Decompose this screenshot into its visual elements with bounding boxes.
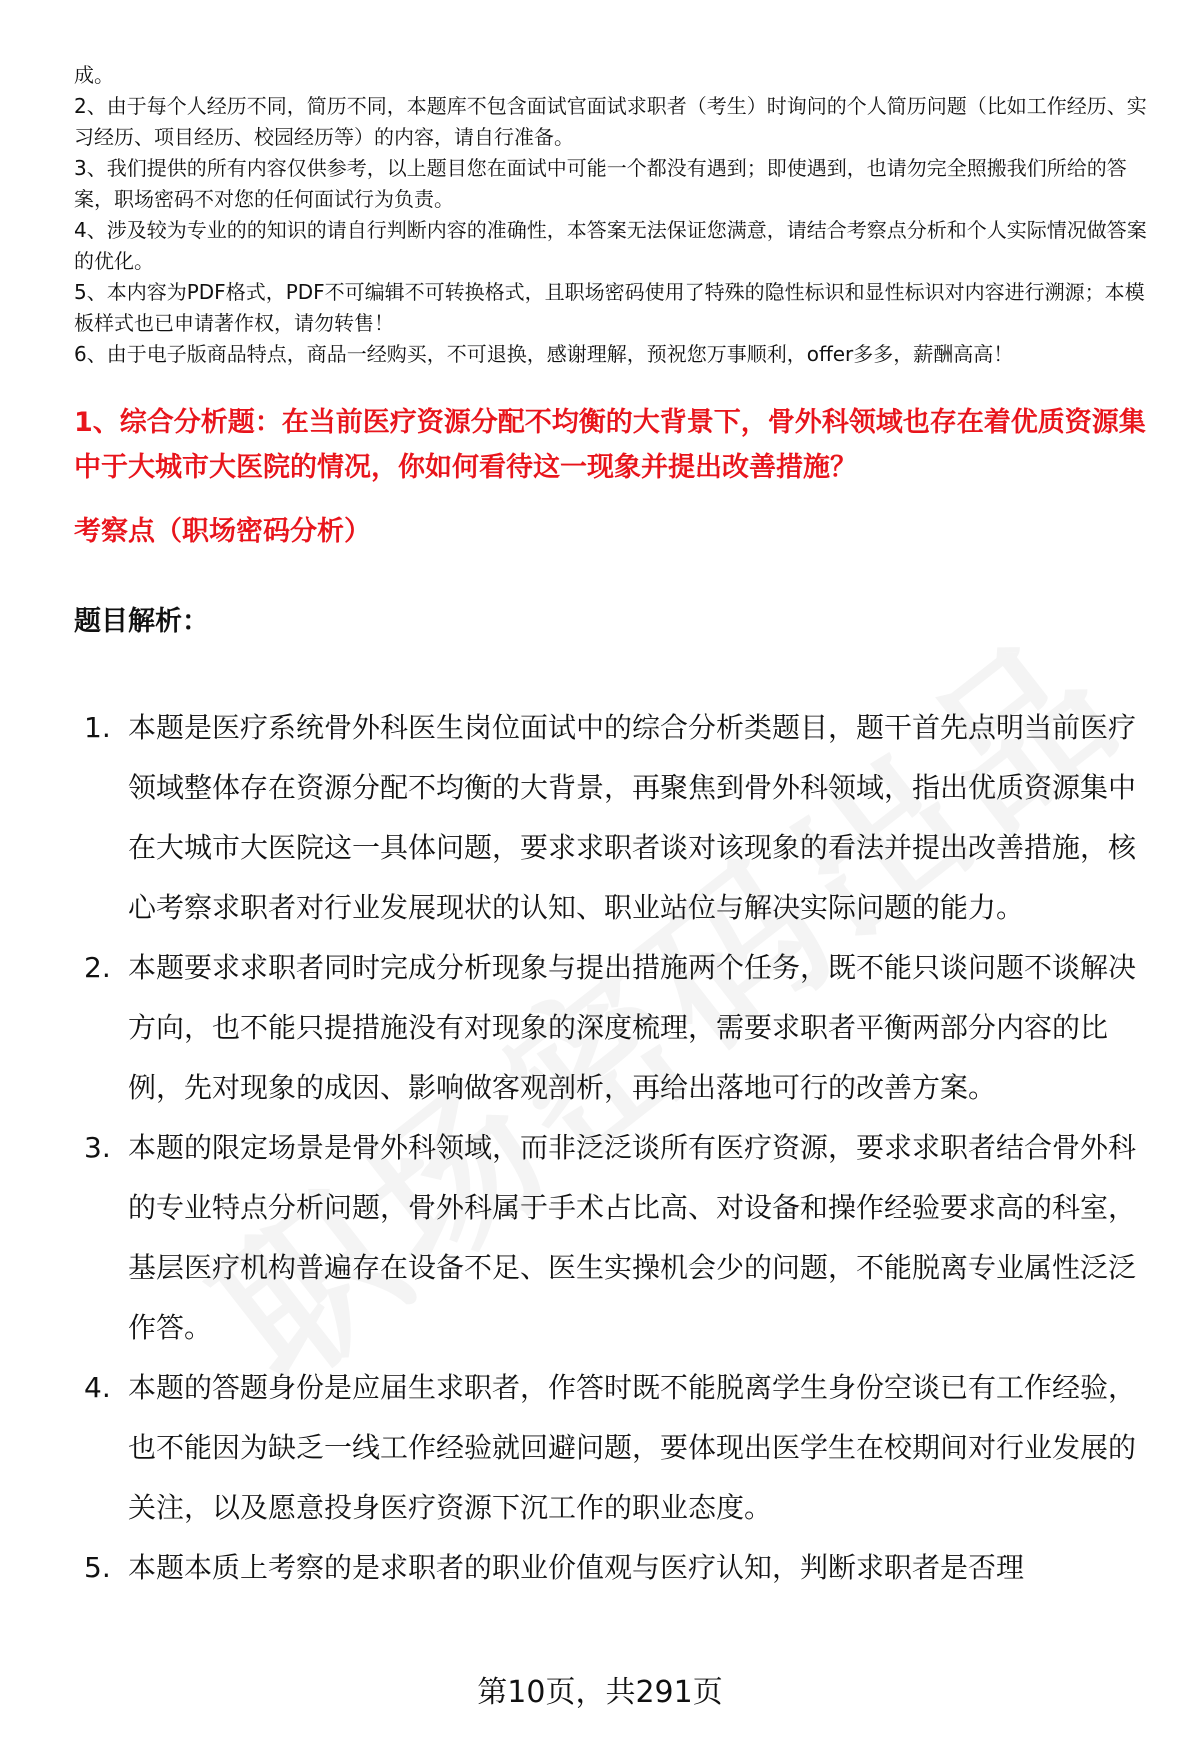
notice-line: 5、本内容为PDF格式，PDF不可编辑不可转换格式，且职场密码使用了特殊的隐性标识和显性标识对内容进行溯源；本模板样式也已申请著作权，请勿转售！ (74, 280, 1145, 335)
list-item (0, 698, 1153, 938)
notice-line: 成。 (74, 63, 114, 87)
item-number: 3. (84, 1131, 111, 1164)
exam-points-heading: 考察点（职场密码分析） (74, 516, 371, 547)
notice-line: 4、涉及较为专业的的知识的请自行判断内容的准确性，本答案无法保证您满意，请结合考察点分析和个人实际情况做答案的优化。 (74, 218, 1147, 273)
notice-line: 6、由于电子版商品特点，商品一经购买，不可退换，感谢理解，预祝您万事顺利，offer多多，薪酬高高！ (74, 342, 1014, 366)
item-text: 本题要求求职者同时完成分析现象与提出措施两个任务，既不能只谈问题不谈解决方向，也不能只提措施没有对现象的深度梳理，需要求职者平衡两部分内容的比例，先对现象的成因、影响做客观剖析，再给出落地可行的改善方案。 (128, 951, 1137, 1104)
item-number: 5. (84, 1551, 111, 1584)
item-text: 本题本质上考察的是求职者的职业价值观与医疗认知，判断求职者是否理 (128, 1551, 1025, 1584)
list-item (0, 1118, 1153, 1358)
page-number: 第10页，共291页 (477, 1675, 723, 1710)
notice-section (74, 60, 1164, 370)
notice-line: 3、我们提供的所有内容仅供参考，以上题目您在面试中可能一个都没有遇到；即使遇到，也请勿完全照搬我们所给的答案，职场密码不对您的任何面试行为负责。 (74, 156, 1127, 211)
analysis-heading: 题目解析： (74, 606, 209, 637)
item-number: 2. (84, 951, 111, 984)
item-text: 本题的限定场景是骨外科领域，而非泛泛谈所有医疗资源，要求求职者结合骨外科的专业特点分析问题，骨外科属于手术占比高、对设备和操作经验要求高的科室，基层医疗机构普遍存在设备不足、医生实操机会少的问题，不能脱离专业属性泛泛作答。 (128, 1131, 1137, 1344)
question-title: 1、综合分析题：在当前医疗资源分配不均衡的大背景下，骨外科领域也存在着优质资源集中于大城市大医院的情况，你如何看待这一现象并提出改善措施？ (74, 407, 1146, 483)
item-number: 4. (84, 1371, 111, 1404)
notice-line: 2、由于每个人经历不同，简历不同，本题库不包含面试官面试求职者（考生）时询问的个人简历问题（比如工作经历、实习经历、项目经历、校园经历等）的内容，请自行准备。 (74, 94, 1147, 149)
analysis-list (0, 698, 1200, 1598)
list-item (0, 938, 1153, 1118)
list-item (0, 1538, 1153, 1598)
item-text: 本题的答题身份是应届生求职者，作答时既不能脱离学生身份空谈已有工作经验，也不能因为缺乏一线工作经验就回避问题，要体现出医学生在校期间对行业发展的关注，以及愿意投身医疗资源下沉工作的职业态度。 (128, 1371, 1137, 1524)
list-item (0, 1358, 1153, 1538)
item-text: 本题是医疗系统骨外科医生岗位面试中的综合分析类题目，题干首先点明当前医疗领域整体存在资源分配不均衡的大背景，再聚焦到骨外科领域，指出优质资源集中在大城市大医院这一具体问题，要求求职者谈对该现象的看法并提出改善措施，核心考察求职者对行业发展现状的认知、职业站位与解决实际问题的能力。 (128, 711, 1137, 924)
item-number: 1. (84, 711, 111, 744)
